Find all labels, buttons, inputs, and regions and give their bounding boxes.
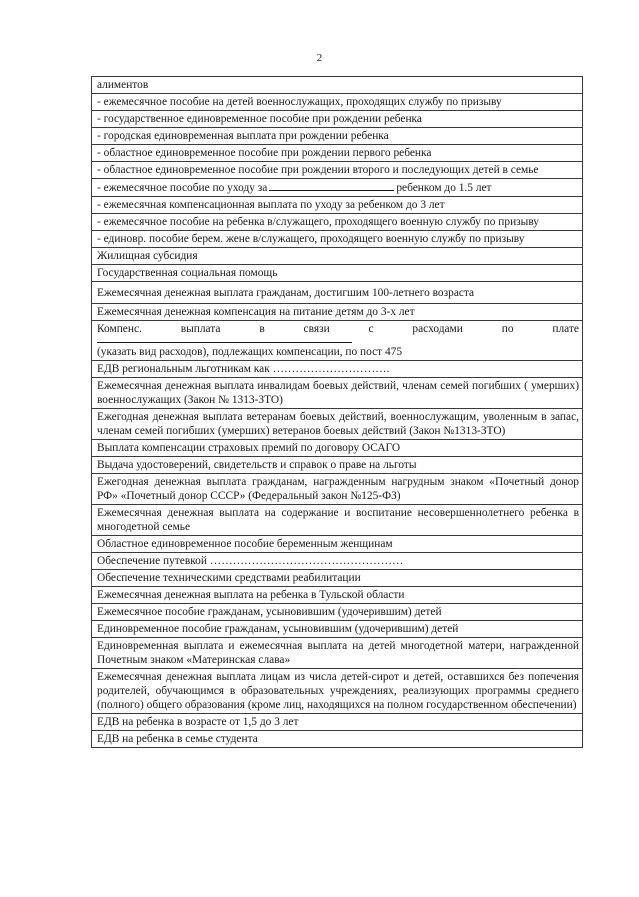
- table-row: [92, 304, 583, 321]
- table-row: [92, 731, 583, 748]
- table-cell: - единовр. пособие берем. жене в/служащего, проходящего военную службу по призыву: [92, 231, 583, 248]
- table-row: [92, 361, 583, 378]
- table-row: [92, 638, 583, 669]
- table-cell: - областное единовременное пособие при рождении первого ребенка: [92, 145, 583, 162]
- table-cell: Ежемесячная денежная выплата на ребенка в Тульской области: [92, 587, 583, 604]
- row-text-before-blank: - ежемесячное пособие по уходу за: [97, 182, 268, 194]
- word: по: [501, 323, 514, 335]
- benefits-table: [91, 76, 583, 748]
- table-row: [92, 378, 583, 409]
- table-row: [92, 474, 583, 505]
- table-row: [92, 669, 583, 714]
- table-row: [92, 604, 583, 621]
- table-row: [92, 77, 583, 94]
- word: Компенс.: [97, 323, 142, 335]
- table-cell: Обеспечение путевкой ……………………………………………: [92, 553, 583, 570]
- table-row: [92, 321, 583, 361]
- table-cell: Выплата компенсации страховых премий по договору ОСАГО: [92, 440, 583, 457]
- table-cell: алиментов: [92, 77, 583, 94]
- page-number: 2: [316, 52, 323, 64]
- table-cell: Обеспечение техническими средствами реабилитации: [92, 570, 583, 587]
- table-row: [92, 231, 583, 248]
- table-row: [92, 94, 583, 111]
- table-row: [92, 265, 583, 282]
- table-cell: Ежемесячная денежная выплата инвалидам боевых действий, членам семей погибших ( умерших) военнослужащих (Закон № 1313-ЗТО): [92, 378, 583, 409]
- table-row: [92, 128, 583, 145]
- table-row: [92, 440, 583, 457]
- row-text-after-blank: ребенком до 1.5 лет: [396, 182, 492, 194]
- word: с: [368, 323, 374, 335]
- table-row: [92, 505, 583, 536]
- compensation-second-line: (указать вид расходов), подлежащих компенсации, по пост 475: [97, 346, 403, 358]
- table-cell: Выдача удостоверений, свидетельств и справок о праве на льготы: [92, 457, 583, 474]
- table-cell: ЕДВ региональным льготникам как ………………………….: [92, 361, 583, 378]
- table-cell-compensation: [92, 321, 583, 361]
- table-cell: Жилищная субсидия: [92, 248, 583, 265]
- compensation-first-line: [97, 322, 579, 336]
- table-cell: - ежемесячное пособие на ребенка в/служащего, проходящего военную службу по призыву: [92, 214, 583, 231]
- table-row: [92, 248, 583, 265]
- fill-in-blank: [269, 180, 394, 191]
- table-row: [92, 179, 583, 197]
- table-cell: - ежемесячная компенсационная выплата по уходу за ребенком до 3 лет: [92, 197, 583, 214]
- table-cell: Ежемесячная денежная компенсация на питание детям до 3-х лет: [92, 304, 583, 321]
- table-row: [92, 621, 583, 638]
- table-cell: Единовременная выплата и ежемесячная выплата на детей многодетной матери, награжденной Почетным знаком «Материнская слава»: [92, 638, 583, 669]
- table-row: [92, 587, 583, 604]
- table-cell: - ежемесячное пособие на детей военнослужащих, проходящих службу по призыву: [92, 94, 583, 111]
- word: связи: [303, 323, 330, 335]
- table-cell: Ежемесячная денежная выплата гражданам, достигшим 100-летнего возраста: [92, 282, 583, 304]
- table-cell: Ежемесячная денежная выплата лицам из числа детей-сирот и детей, оставшихся без попечения родителей, обучающимся в образовательных учреждениях, реализующих программы среднего (полного) общего образования (кроме лиц, находящихся на полном государственном обеспечении): [92, 669, 583, 714]
- table-cell: ЕДВ на ребенка в возрасте от 1,5 до 3 лет: [92, 714, 583, 731]
- word: выплата: [180, 323, 221, 335]
- table-row: [92, 282, 583, 304]
- table-row: [92, 214, 583, 231]
- table-cell: Ежемесячное пособие гражданам, усыновившим (удочерившим) детей: [92, 604, 583, 621]
- table-row: [92, 714, 583, 731]
- table-row: [92, 536, 583, 553]
- table-row: [92, 409, 583, 440]
- table-cell: Областное единовременное пособие беременным женщинам: [92, 536, 583, 553]
- table-row: [92, 111, 583, 128]
- table-cell: - областное единовременное пособие при рождении второго и последующих детей в семье: [92, 162, 583, 179]
- table-row: [92, 553, 583, 570]
- table-cell: Ежемесячная денежная выплата на содержание и воспитание несовершеннолетнего ребенка в многодетной семье: [92, 505, 583, 536]
- word: расходами: [412, 323, 463, 335]
- table-cell-with-blank: [92, 179, 583, 197]
- table-row: [92, 457, 583, 474]
- table-cell: - городская единовременная выплата при рождении ребенка: [92, 128, 583, 145]
- table-row: [92, 162, 583, 179]
- table-row: [92, 197, 583, 214]
- word: плате: [552, 323, 579, 335]
- table-row: [92, 145, 583, 162]
- table-cell: - государственное единовременное пособие при рождении ребенка: [92, 111, 583, 128]
- word: в: [259, 323, 265, 335]
- table-cell: ЕДВ на ребенка в семье студента: [92, 731, 583, 748]
- table-cell: Ежегодная денежная выплата ветеранам боевых действий, военнослужащим, уволенным в запас, членам семей погибших (умерших) ветеранов боевых действий (Закон №1313-ЗТО): [92, 409, 583, 440]
- table-cell: Единовременное пособие гражданам, усыновившим (удочерившим) детей: [92, 621, 583, 638]
- table-row: [92, 570, 583, 587]
- fill-in-blank-line: [97, 336, 352, 343]
- table-cell: Государственная социальная помощь: [92, 265, 583, 282]
- table-cell: Ежегодная денежная выплата гражданам, награжденным нагрудным знаком «Почетный донор РФ» «Почетный донор СССР» (Федеральный закон №125-ФЗ): [92, 474, 583, 505]
